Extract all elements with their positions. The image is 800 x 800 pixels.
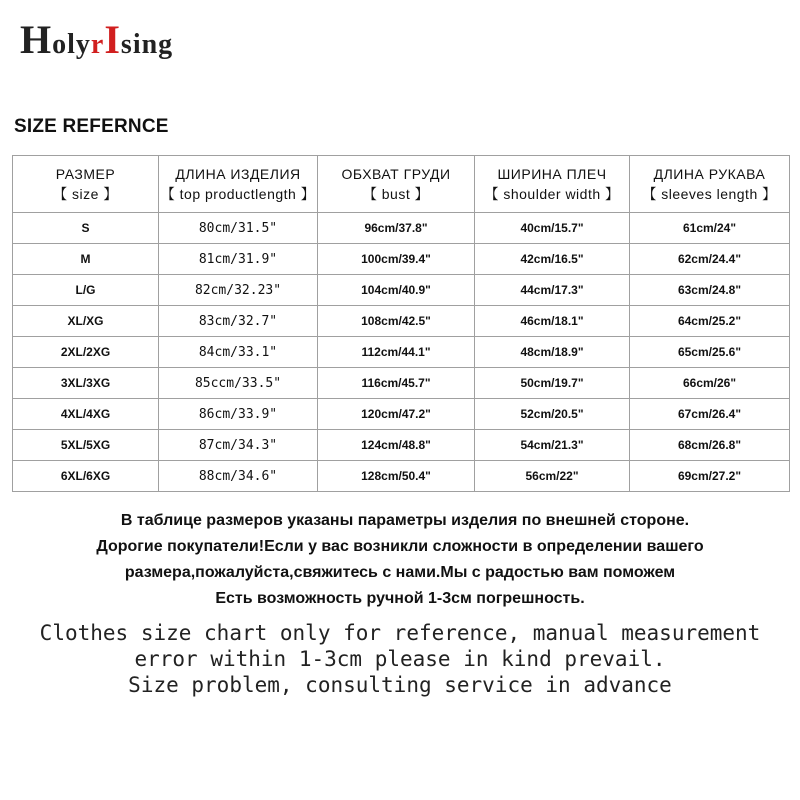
cell-length: 82cm/32.23" <box>159 275 318 306</box>
note-en-block <box>0 620 800 698</box>
logo-letter-h: H <box>20 17 53 62</box>
table-row <box>13 399 790 430</box>
cell-shoulder: 54cm/21.3" <box>475 430 630 461</box>
table-row <box>13 337 790 368</box>
header-ru: ДЛИНА ИЗДЕЛИЯ <box>175 166 301 182</box>
size-table-header <box>13 156 790 213</box>
cell-bust: 108cm/42.5" <box>318 306 475 337</box>
cell-size: 5XL/5XG <box>13 430 159 461</box>
size-notes <box>0 508 800 698</box>
header-ru: РАЗМЕР <box>55 166 116 182</box>
table-row <box>13 213 790 244</box>
cell-size: M <box>13 244 159 275</box>
header-cell-length <box>159 156 318 213</box>
note-ru-line-2: Дорогие покупатели!Если у вас возникли сложности в определении вашего <box>96 538 704 555</box>
cell-sleeve: 67cm/26.4" <box>630 399 790 430</box>
cell-bust: 116cm/45.7" <box>318 368 475 399</box>
cell-length: 81cm/31.9" <box>159 244 318 275</box>
table-row <box>13 306 790 337</box>
cell-bust: 120cm/47.2" <box>318 399 475 430</box>
cell-size: 3XL/3XG <box>13 368 159 399</box>
header-en: 【 bust 】 <box>362 186 430 202</box>
header-cell-size <box>13 156 159 213</box>
cell-length: 80cm/31.5" <box>159 213 318 244</box>
table-row <box>13 430 790 461</box>
header-en: 【 shoulder width 】 <box>484 186 620 202</box>
note-ru-line-4: Есть возможность ручной 1-3см погрешность. <box>215 590 585 607</box>
cell-length: 83cm/32.7" <box>159 306 318 337</box>
cell-shoulder: 46cm/18.1" <box>475 306 630 337</box>
logo-letter-i: I <box>104 17 121 62</box>
size-table <box>12 155 790 492</box>
cell-length: 84cm/33.1" <box>159 337 318 368</box>
cell-bust: 96cm/37.8" <box>318 213 475 244</box>
note-en-line-2: error within 1-3cm please in kind prevail. <box>134 647 666 671</box>
cell-shoulder: 42cm/16.5" <box>475 244 630 275</box>
header-cell-shoulder <box>475 156 630 213</box>
header-row <box>13 156 790 213</box>
header-ru: ОБХВАТ ГРУДИ <box>341 166 451 182</box>
table-row <box>13 244 790 275</box>
header-ru: ДЛИНА РУКАВА <box>653 166 766 182</box>
cell-shoulder: 50cm/19.7" <box>475 368 630 399</box>
cell-sleeve: 69cm/27.2" <box>630 461 790 492</box>
cell-sleeve: 64cm/25.2" <box>630 306 790 337</box>
table-row <box>13 368 790 399</box>
cell-shoulder: 40cm/15.7" <box>475 213 630 244</box>
size-table-body <box>13 213 790 492</box>
logo-letter-r: r <box>90 29 105 60</box>
cell-sleeve: 65cm/25.6" <box>630 337 790 368</box>
cell-length: 85ccm/33.5" <box>159 368 318 399</box>
header-en: 【 top productlength 】 <box>160 186 316 202</box>
cell-bust: 112cm/44.1" <box>318 337 475 368</box>
cell-length: 88cm/34.6" <box>159 461 318 492</box>
note-ru-line-3: размера,пожалуйста,свяжитесь с нами.Мы с радостью вам поможем <box>124 564 676 581</box>
logo-letters-sing: sing <box>120 29 174 60</box>
chart-title: SIZE REFERNCE <box>14 116 169 137</box>
cell-sleeve: 68cm/26.8" <box>630 430 790 461</box>
cell-size: L/G <box>13 275 159 306</box>
cell-size: XL/XG <box>13 306 159 337</box>
cell-sleeve: 62cm/24.4" <box>630 244 790 275</box>
cell-bust: 104cm/40.9" <box>318 275 475 306</box>
cell-size: 6XL/6XG <box>13 461 159 492</box>
logo-letters-oly: oly <box>52 29 91 60</box>
note-ru-line-1: В таблице размеров указаны параметры изделия по внешней стороне. <box>120 512 690 529</box>
cell-shoulder: 44cm/17.3" <box>475 275 630 306</box>
brand-logo <box>20 17 174 62</box>
note-en-line-3: Size problem, consulting service in advance <box>128 673 672 697</box>
cell-length: 86cm/33.9" <box>159 399 318 430</box>
cell-bust: 128cm/50.4" <box>318 461 475 492</box>
cell-size: S <box>13 213 159 244</box>
header-cell-bust <box>318 156 475 213</box>
header-en: 【 sleeves length 】 <box>642 186 777 202</box>
cell-bust: 124cm/48.8" <box>318 430 475 461</box>
header-cell-sleeve <box>630 156 790 213</box>
cell-shoulder: 52cm/20.5" <box>475 399 630 430</box>
cell-sleeve: 63cm/24.8" <box>630 275 790 306</box>
note-en-line-1: Clothes size chart only for reference, manual measurement <box>39 621 761 645</box>
header-en: 【 size 】 <box>53 186 118 202</box>
cell-shoulder: 48cm/18.9" <box>475 337 630 368</box>
cell-length: 87cm/34.3" <box>159 430 318 461</box>
cell-shoulder: 56cm/22" <box>475 461 630 492</box>
header-ru: ШИРИНА ПЛЕЧ <box>497 166 607 182</box>
table-row <box>13 275 790 306</box>
cell-sleeve: 66cm/26" <box>630 368 790 399</box>
cell-size: 2XL/2XG <box>13 337 159 368</box>
table-row <box>13 461 790 492</box>
cell-bust: 100cm/39.4" <box>318 244 475 275</box>
cell-size: 4XL/4XG <box>13 399 159 430</box>
cell-sleeve: 61cm/24" <box>630 213 790 244</box>
